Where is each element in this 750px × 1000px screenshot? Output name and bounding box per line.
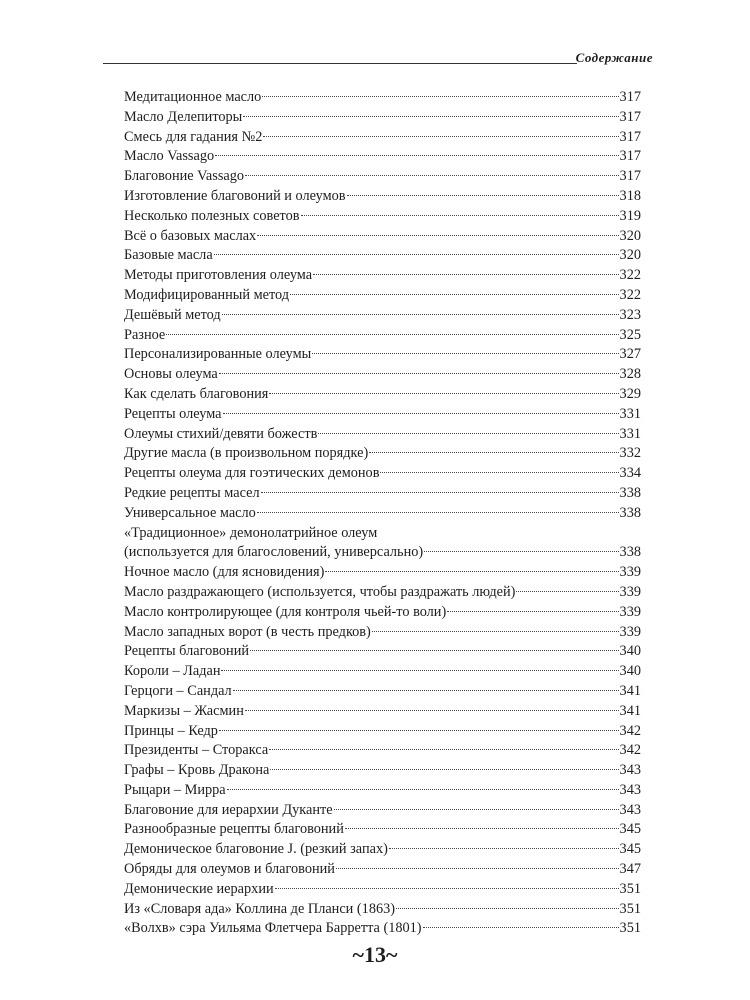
toc-entry-title: Благовоние для иерархии Дуканте [124, 801, 333, 818]
toc-entry [124, 761, 641, 781]
toc-leader-dots [243, 115, 618, 117]
toc-entry [124, 187, 641, 207]
toc-entry-page: 332 [619, 445, 641, 462]
toc-entry-title: Герцоги – Сандал [124, 682, 232, 699]
toc-leader-dots [336, 867, 619, 869]
toc-entry-title: Благовоние Vassago [124, 168, 245, 185]
toc-leader-dots [245, 709, 619, 711]
toc-entry [124, 167, 641, 187]
toc-leader-dots [245, 174, 619, 176]
header-title: Содержание [575, 50, 653, 65]
toc-entry-title: Дешёвый метод [124, 306, 221, 323]
toc-entry-title: Принцы – Кедр [124, 722, 218, 739]
toc-entry [124, 919, 641, 939]
toc-entry [124, 326, 641, 346]
toc-leader-dots [312, 352, 618, 354]
toc-entry-title: Изготовление благовоний и олеумов [124, 187, 346, 204]
toc-entry-title: Методы приготовления олеума [124, 267, 313, 284]
toc-entry [124, 345, 641, 365]
toc-entry-title: Обряды для олеумов и благовоний [124, 861, 335, 878]
toc-entry-title: Олеумы стихий/девяти божеств [124, 425, 318, 442]
toc-leader-dots [227, 788, 619, 790]
toc-entry-title: Модифицированный метод [124, 286, 290, 303]
toc-leader-dots [372, 630, 619, 632]
toc-entry [124, 524, 641, 544]
toc-entry [124, 147, 641, 167]
toc-entry-page: 322 [619, 267, 641, 284]
toc-entry-title: Базовые масла [124, 247, 213, 264]
toc-entry-title: Демонические иерархии [124, 880, 274, 897]
toc-entry-page: 338 [619, 504, 641, 521]
toc-entry-page: 340 [619, 643, 641, 660]
toc-leader-dots [215, 154, 618, 156]
toc-entry [124, 702, 641, 722]
toc-entry [124, 682, 641, 702]
toc-entry [124, 128, 641, 148]
toc-leader-dots [233, 689, 619, 691]
toc-entry [124, 801, 641, 821]
toc-entry-page: 323 [619, 306, 641, 323]
toc-leader-dots [275, 887, 619, 889]
toc-entry-title: Короли – Ладан [124, 663, 221, 680]
toc-leader-dots [380, 471, 618, 473]
toc-entry-page: 331 [619, 425, 641, 442]
toc-leader-dots [221, 669, 618, 671]
toc-entry-page: 317 [619, 168, 641, 185]
toc-leader-dots [214, 253, 619, 255]
toc-entry-title: Рецепты благовоний [124, 643, 249, 660]
toc-entry [124, 880, 641, 900]
toc-entry [124, 623, 641, 643]
toc-leader-dots [424, 550, 618, 552]
toc-entry-page: 317 [619, 89, 641, 105]
toc-entry-title: Демоническое благовоние J. (резкий запах) [124, 841, 388, 858]
toc-entry [124, 88, 641, 108]
toc-entry-title: Персонализированные олеумы [124, 346, 312, 363]
toc-entry-page: 342 [619, 722, 641, 739]
toc-entry-title: Масло западных ворот (в честь предков) [124, 623, 371, 640]
toc-entry-page: 341 [619, 682, 641, 699]
toc-entry-title: Смесь для гадания №2 [124, 128, 263, 145]
toc-entry [124, 741, 641, 761]
toc-leader-dots [269, 392, 618, 394]
toc-entry-page: 328 [619, 366, 641, 383]
toc-leader-dots [447, 610, 618, 612]
toc-entry-page: 325 [619, 326, 641, 343]
toc-entry-title: Как сделать благовония [124, 385, 269, 402]
toc-entry-page: 329 [619, 385, 641, 402]
toc-leader-dots [313, 273, 618, 275]
toc-entry-title: Президенты – Сторакса [124, 742, 269, 759]
toc-entry [124, 722, 641, 742]
toc-leader-dots [325, 570, 618, 572]
toc-leader-dots [263, 135, 618, 137]
toc-entry [124, 385, 641, 405]
toc-entry-page: 343 [619, 762, 641, 779]
toc-entry [124, 543, 641, 563]
toc-leader-dots [396, 907, 619, 909]
toc-entry-title: Основы олеума [124, 366, 218, 383]
toc-leader-dots [261, 491, 619, 493]
toc-entry-title: Рыцари – Мирра [124, 781, 226, 798]
toc-leader-dots [222, 313, 619, 315]
page-number: ~13~ [352, 942, 398, 967]
toc-leader-dots [257, 234, 618, 236]
toc-leader-dots [334, 808, 619, 810]
toc-entry-page: 334 [619, 465, 641, 482]
toc-entry-page: 339 [619, 583, 641, 600]
toc-entry-title: Другие масла (в произвольном порядке) [124, 445, 369, 462]
toc-entry-title: Ночное масло (для ясновидения) [124, 564, 325, 581]
toc-entry [124, 306, 641, 326]
toc-entry-page: 351 [619, 900, 641, 917]
toc-leader-dots [166, 333, 618, 335]
toc-entry-page: 342 [619, 742, 641, 759]
toc-entry-page: 322 [619, 286, 641, 303]
toc-entry-title: Рецепты олеума [124, 405, 222, 422]
toc-entry-page: 341 [619, 702, 641, 719]
toc-entry-page: 327 [619, 346, 641, 363]
toc-entry-page: 347 [619, 861, 641, 878]
header-rule [103, 63, 577, 64]
toc-leader-dots [262, 95, 618, 97]
toc-leader-dots [269, 748, 618, 750]
toc-leader-dots [290, 293, 619, 295]
running-header [103, 48, 653, 70]
toc-leader-dots [301, 214, 619, 216]
toc-leader-dots [219, 372, 619, 374]
toc-entry-title: Всё о базовых маслах [124, 227, 257, 244]
toc-entry [124, 900, 641, 920]
toc-entry-title: Графы – Кровь Дракона [124, 762, 270, 779]
toc-entry-page: 331 [619, 405, 641, 422]
toc-entry-page: 340 [619, 663, 641, 680]
toc-entry [124, 266, 641, 286]
toc-entry [124, 365, 641, 385]
toc-leader-dots [389, 847, 619, 849]
toc-entry [124, 246, 641, 266]
toc-entry-page: 345 [619, 841, 641, 858]
toc-entry [124, 207, 641, 227]
toc-entry [124, 464, 641, 484]
toc-entry-title: Масло Делепиторы [124, 108, 243, 125]
toc-leader-dots [347, 194, 619, 196]
toc-leader-dots [223, 412, 619, 414]
toc-leader-dots [250, 649, 619, 651]
toc-leader-dots [219, 729, 619, 731]
toc-entry [124, 820, 641, 840]
toc-leader-dots [257, 511, 619, 513]
toc-leader-dots [369, 451, 618, 453]
toc-entry [124, 583, 641, 603]
toc-leader-dots [516, 590, 618, 592]
toc-entry-page: 343 [619, 801, 641, 818]
toc-entry-title: «Традиционное» демонолатрийное олеум [124, 524, 378, 541]
toc-entry-title: «Волхв» сэра Уильяма Флетчера Барретта (1801) [124, 920, 422, 937]
toc-entry-title: Рецепты олеума для гоэтических демонов [124, 465, 380, 482]
toc-leader-dots [270, 768, 618, 770]
toc-entry [124, 504, 641, 524]
toc-entry-page: 318 [619, 187, 641, 204]
toc-entry [124, 108, 641, 128]
toc-entry-page: 338 [619, 484, 641, 501]
toc-entry [124, 425, 641, 445]
toc-entry-title: Масло контролирующее (для контроля чьей-то воли) [124, 603, 447, 620]
toc-entry-title: Маркизы – Жасмин [124, 702, 244, 719]
toc-entry [124, 603, 641, 623]
toc-entry-title: Масло Vassago [124, 148, 215, 165]
toc-entry-page: 351 [619, 920, 641, 937]
toc-entry-page: 339 [619, 623, 641, 640]
toc-entry [124, 781, 641, 801]
toc-entry-title: Разнообразные рецепты благовоний [124, 821, 344, 838]
toc-entry-page: 339 [619, 564, 641, 581]
toc-entry [124, 840, 641, 860]
toc-entry [124, 662, 641, 682]
toc-entry-page: 339 [619, 603, 641, 620]
toc-entry-title: Разное [124, 326, 166, 343]
table-of-contents [124, 88, 641, 939]
toc-entry-page: 338 [619, 544, 641, 561]
toc-entry-page: 343 [619, 781, 641, 798]
toc-entry-page: 319 [619, 207, 641, 224]
toc-leader-dots [423, 926, 619, 928]
toc-entry-title: Из «Словаря ада» Коллина де Планси (1863) [124, 900, 396, 917]
toc-entry [124, 642, 641, 662]
toc-entry-title: Редкие рецепты масел [124, 484, 260, 501]
toc-entry-page: 317 [619, 128, 641, 145]
toc-entry-page: 320 [619, 247, 641, 264]
toc-entry [124, 227, 641, 247]
toc-entry [124, 444, 641, 464]
toc-entry-title: Универсальное масло [124, 504, 256, 521]
toc-entry-page: 351 [619, 880, 641, 897]
toc-entry-title: Медитационное масло [124, 89, 262, 105]
toc-leader-dots [318, 432, 618, 434]
toc-entry [124, 860, 641, 880]
toc-entry-title: (используется для благословений, универсально) [124, 544, 424, 561]
toc-entry [124, 405, 641, 425]
toc-entry-title: Несколько полезных советов [124, 207, 300, 224]
toc-entry [124, 563, 641, 583]
toc-leader-dots [345, 827, 619, 829]
toc-entry-title: Масло раздражающего (используется, чтобы раздражать людей) [124, 583, 516, 600]
toc-entry-page: 345 [619, 821, 641, 838]
toc-entry [124, 484, 641, 504]
toc-entry [124, 286, 641, 306]
toc-entry-page: 317 [619, 148, 641, 165]
toc-entry-page: 317 [619, 108, 641, 125]
toc-entry-page: 320 [619, 227, 641, 244]
